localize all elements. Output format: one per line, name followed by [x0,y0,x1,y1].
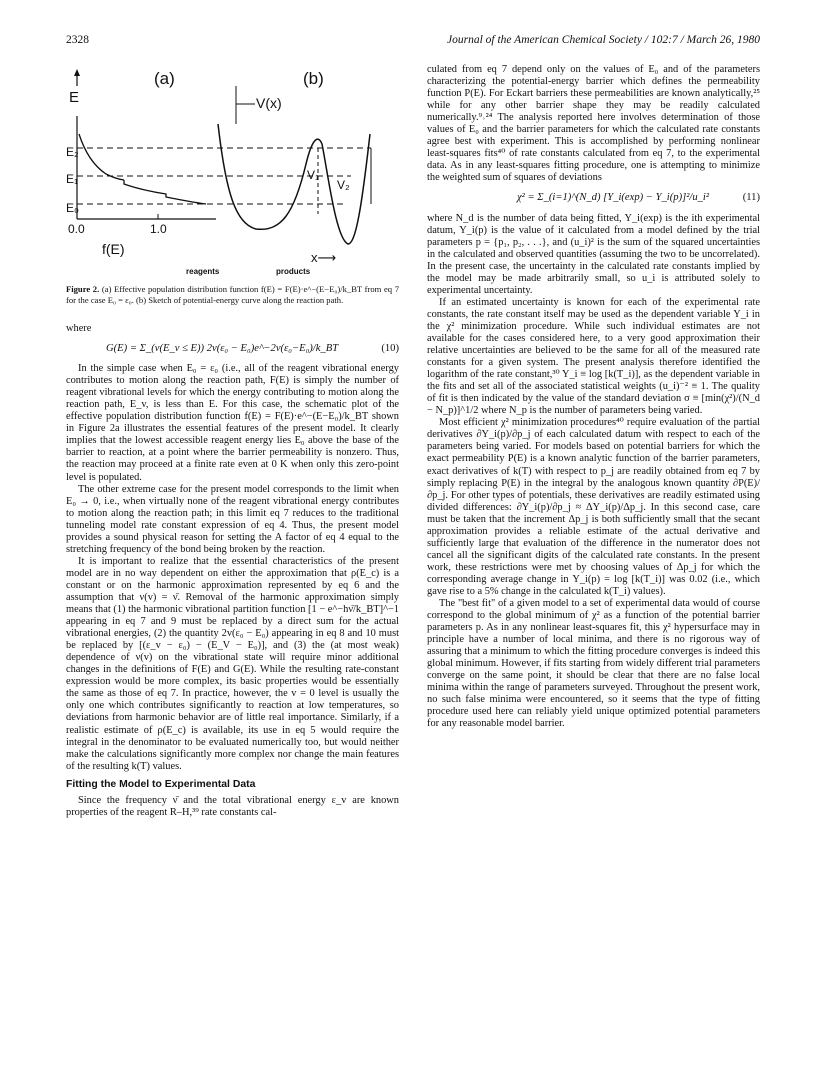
V2-label: V₂ [337,178,350,192]
figure-caption [66,284,399,305]
paragraph: Most efficient χ² minimization procedures⁴⁰ require evaluation of the partial derivatives ∂Y_i(p)/∂p_j of each calculated datum with respect to each of the parameters being varied. For models based on potential barriers for which the exact permeability P(E) is a known analytic function of the barrier parameters, exact derivatives of k(T) with respect to p_j are readily obtained from eq 7 by simply replacing P(E) in the integral by the analogous known quantity ∂P(E)/∂p_j. For other types of potentials, these derivatives are readily estimated using divided differences: ∂Y_i(p)/∂p_j ≈ ΔY_i(p)/Δp_j. In this second case, care must be taken that the increment Δp_j is both sufficiently small that the secant approximation provides a reliable estimate of the actual derivative and sufficiently large that evaluation of the difference in the numerator does not cancel all the significant digits of the calculated rate constants. In the present work, these restrictions were met by choosing values of Δp_j for which the corresponding average change in Y_i(p) = log [k(T_i)] was 0.02 (i.e., which gave rise to a 5% change in the calculated k(T_i) values). [427,417,760,597]
paragraph: The other extreme case for the present model corresponds to the limit when E₀ → 0, i.e., when virtually none of the reagent vibrational energy contributes to motion along the reaction path; in this limit eq 7 reduces to the traditional tunneling model rate constant expression of eq 4. Thus, the present model provides a sound physical reason for setting the A factor of eq 4 equal to the stretching frequency of the bond being broken by the reaction. [66,483,399,555]
label-E2: E₂ [66,145,79,159]
equation-11-body: χ² = Σ_(i=1)^(N_d) [Y_i(exp) − Y_i(p)]²/u_i² [517,192,710,204]
section-heading: Fitting the Model to Experimental Data [66,778,256,790]
reagents-label: reagents [186,267,220,276]
figure-2 [66,64,399,276]
paragraph: culated from eq 7 depend only on the values of E₀ and of the parameters characterizing the potential-energy barrier which defines the permeability function P(E). For Eckart barriers these permeabilities are known analytically,²⁵ while for any other barrier shape they may be readily calculated numerically.⁹˒²⁴ The analysis reported here involves determination of those values of E₀ and the barrier parameters for which the calculated rate constants agree best with experiment. This is accomplished by performing nonlinear least-squares fits⁴⁰ of rate constants calculated from eq 7, to the experimental data. As in any least-squares fitting procedure, one is attempting to minimize the weighted sum of squares of deviations [427,64,760,184]
where-text: where [66,323,92,334]
page-header [66,34,760,50]
products-label: products [276,267,311,276]
paragraph: If an estimated uncertainty is known for each of the experimental rate constants, the rate constant itself may be used as the dependent variable Y_i in the χ² minimization procedure. While such individual estimates are not available for the cases considered here, to a very good approximation their relative uncertainties are believed to be the same for all of the measured rate constants for a given system. The present analysis therefore identified the logarithm of the rate constant,³⁰ Y_i ≡ log [k(T_i)], as the dependent variable in the fits and set all of the associated statistical weights (u_i)⁻² ≡ 1. The quality of fit is then indicated by the value of the standard deviation σ ≡ [min(χ²)/(N_d − N_p)]^1/2 where N_p is the number of parameters being varied. [427,296,760,417]
reagent-product-labels [186,266,366,278]
equation-11 [427,192,760,204]
paragraph: where N_d is the number of data being fitted, Y_i(exp) is the ith experimental datum, Y_i(p) is the value of it calculated from a model defined by the trial parameters p = {p₁, p₂, . . .}, and (u_i)² is the sum of the squared uncertainties in the calculated and observed quantities (assuming the two to be uncorrelated). In the present case, the uncertainty in the calculated rate constants implied by the model may be made arbitrarily small, so u_i is attributed solely to experimental uncertainty. [427,212,760,296]
label-E0: E₀ [66,201,79,215]
tick-0: 0.0 [68,222,85,236]
V1-label: V₁ [307,168,320,182]
label-E1: E₁ [66,172,79,186]
figure-label-a: (a) [154,69,175,88]
figure-label-b: (b) [303,69,324,88]
equation-10-number: (10) [381,343,399,355]
equation-10-body: G(E) = Σ_(v(E_v ≤ E)) 2v(ε₀ − E₀)e^−2v(ε₀−E₀)/k_BT [106,343,339,355]
paragraph: It is important to realize that the essential characteristics of the present model are in no way dependent on either the approximation that ρ(E_c) is a constant or on the harmonic approximation represented by eq 6 and the assumption that ν(v) = ν̄. Removal of the harmonic approximation simply means that (1) the harmonic vibrational partition function [1 − e^−hν̄/k_BT]^−1 appearing in eq 7 and 9 must be replaced by a direct sum for the actual vibrational energies, (2) the quantity 2v(ε₀ − E₀) appearing in eq 8 and 10 must be replaced by [(ε_v − ε₀) − (E_V − E₀)], and (3) the (at most weak) dependence of ν(v) on the vibrational state will require minor additional changes in the definitions of F(E) and G(E). While the resulting rate-constant expression would be more complex, its basic properties would be essentially the same as those of eq 7. In practice, however, the v = 0 level is usually the only one which contributes significantly to reaction at low temperatures, so deviations from harmonic behavior are of little real importance. Similarly, if a realistic estimate of ρ(E_c) is available, its use in eq 5 would require the integral in the denominator to be evaluated numerically too, but would neither make the calculations significantly more complex nor change the main features of the resulting k(T) values. [66,555,399,772]
equation-10 [66,343,399,355]
reaction-coordinate-label: x⟶ [311,250,337,264]
figure-caption-head: Figure 2. [66,284,100,294]
paragraph: In the simple case when E₀ = ε₀ (i.e., all of the reagent vibrational energy contributes to motion along the reaction path, F(E) is simply the number of reagent vibrational levels for which the energy contributing to motion along the reaction path, E_v, is less than E. For this case, the schematic plot of the effective population distribution function f(E) = F(E)·e^−(E−E₀)/k_BT shown in Figure 2a illustrates the essential features of the present model. It clearly implies that the lowest accessible reagent energy lies E₀ above the base of the barrier to reaction, at a point where the barrier permeability is nonzero. Thus, the reaction may proceed at a finite rate even at 0 K when only this zero-point level is populated. [66,363,399,483]
figure-2-diagram [66,64,399,264]
paragraph: Since the frequency ν̄ and the total vibrational energy ε_v are known properties of the reagent R–H,³⁹ rate constants cal- [66,794,399,818]
left-column [66,64,399,819]
figure-caption-text: (a) Effective population distribution function f(E) = F(E)·e^−(E−E₀)/k_BT from eq 7 for the case E₀ = ε₀. (b) Sketch of potential-energy curve along the reaction path. [66,284,399,305]
fE-axis-label: f(E) [102,241,125,257]
journal-citation: Journal of the American Chemical Society / 102:7 / March 26, 1980 [447,34,760,46]
population-curve [79,134,206,204]
equation-11-number: (11) [742,192,760,204]
tick-1: 1.0 [150,222,167,236]
energy-axis-label: E [69,89,80,106]
Vx-label: V(x) [256,95,282,111]
page-number: 2328 [66,34,89,46]
paragraph: The "best fit" of a given model to a set of experimental data would of course correspond to the global minimum of χ² as a function of the potential barrier parameters p. As in any nonlinear least-squares fit, this χ² hypersurface may in principle have a number of local minima, and there is no rigorous way of assuring that a minimum to which the fitting procedure converges is indeed this global minimum. However, if fits starting from widely different trial parameters converge on the same point, it should be clear that there are no false local minima within the range of parameters surveyed. Throughout the present work, no such false minima were encountered, so it seems that the type of fitting procedure used here can reliably yield unique optimized potential parameters for any reasonable model barrier. [427,598,760,730]
energy-axis-arrowhead [74,69,80,76]
right-column [427,64,760,731]
